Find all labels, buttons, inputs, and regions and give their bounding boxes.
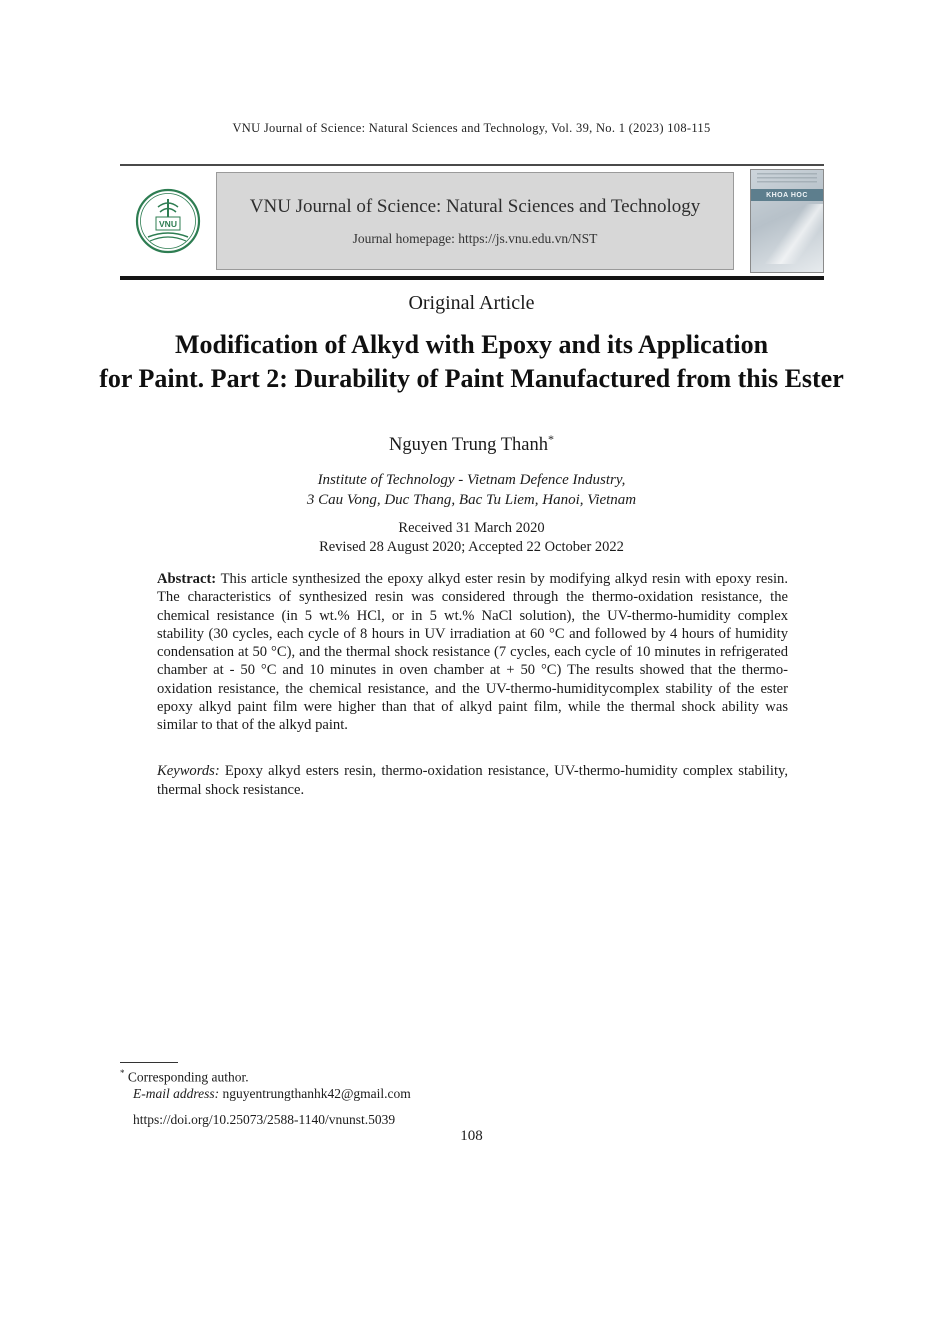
journal-title: VNU Journal of Science: Natural Sciences and Technology <box>249 195 701 217</box>
affiliation-line1: Institute of Technology - Vietnam Defence Industry, <box>317 472 626 488</box>
article-title-line2: for Paint. Part 2: Durability of Paint Manufactured from this Ester <box>99 364 844 393</box>
footnote-asterisk: * <box>120 1068 125 1078</box>
email-address[interactable]: nguyentrungthanhk42@gmail.com <box>222 1086 411 1101</box>
author-asterisk: * <box>547 432 554 446</box>
article-type: Original Article <box>408 292 535 314</box>
running-head: VNU Journal of Science: Natural Sciences and Technology, Vol. 39, No. 1 (2023) 108-115 <box>232 121 711 135</box>
received-date: Received 31 March 2020 <box>398 520 545 536</box>
corresponding-author-note <box>120 1068 249 1086</box>
author-name-text: Nguyen Trung Thanh <box>389 435 548 456</box>
article-title-line1: Modification of Alkyd with Epoxy and its Application <box>174 330 769 359</box>
page-number: 108 <box>460 1128 483 1144</box>
cover-decorative-lines <box>757 173 817 185</box>
footnote-divider <box>120 1062 178 1063</box>
email-note <box>133 1086 411 1102</box>
keywords-label: Keywords: <box>157 763 220 779</box>
keywords <box>157 762 788 799</box>
affiliation <box>0 471 943 510</box>
journal-cover-thumbnail <box>750 169 824 273</box>
corresponding-author-text: Corresponding author. <box>127 1069 249 1085</box>
author-name <box>0 432 943 456</box>
keywords-text: Epoxy alkyd esters resin, thermo-oxidation resistance, UV-thermo-humidity complex stability, thermal shock resistance. <box>157 763 788 798</box>
vnu-logo <box>120 187 216 255</box>
svg-text:VNU: VNU <box>159 219 177 229</box>
journal-banner <box>120 164 824 280</box>
doi-link[interactable]: https://doi.org/10.25073/2588-1140/vnunst.5039 <box>133 1112 396 1127</box>
cover-streak-decoration <box>750 204 824 264</box>
article-dates <box>0 519 943 557</box>
abstract <box>157 570 788 735</box>
vnu-logo-icon <box>134 187 202 255</box>
email-label: E-mail address: <box>133 1086 220 1101</box>
journal-homepage-link[interactable]: Journal homepage: https://js.vnu.edu.vn/NST <box>352 230 598 246</box>
cover-title-label: KHOA HOC <box>751 189 823 201</box>
affiliation-line2: 3 Cau Vong, Duc Thang, Bac Tu Liem, Hanoi, Vietnam <box>306 491 637 508</box>
article-title <box>0 328 943 396</box>
abstract-text: This article synthesized the epoxy alkyd ester resin by modifying alkyd resin with epoxy resin. The characteristics of synthesized resin was considered through the thermo-oxidation resistance, the chemical resistance (in 5 wt.% HCl, or in 5 wt.% NaCl solution), the UV-thermo-humidity complex stability (30 cycles, each cycle of 8 hours in UV irradiation at 60 °C and followed by 4 hours of humidity condensation at 50 °C), and the thermal shock resistance (7 cycles, each cycle of 10 minutes in refrigerated chamber at - 50 °C and 10 minutes in oven chamber at + 50 °C) The results showed that the thermo-oxidation resistance, the chemical resistance, and the UV-thermo-humiditycomplex stability of the ester epoxy alkyd paint film were higher than that of alkyd paint film, while the thermal shock ability was similar to that of the alkyd paint. <box>157 571 788 734</box>
abstract-label: Abstract: <box>157 571 217 587</box>
journal-masthead <box>216 172 734 270</box>
revised-accepted-date: Revised 28 August 2020; Accepted 22 October 2022 <box>319 539 624 555</box>
